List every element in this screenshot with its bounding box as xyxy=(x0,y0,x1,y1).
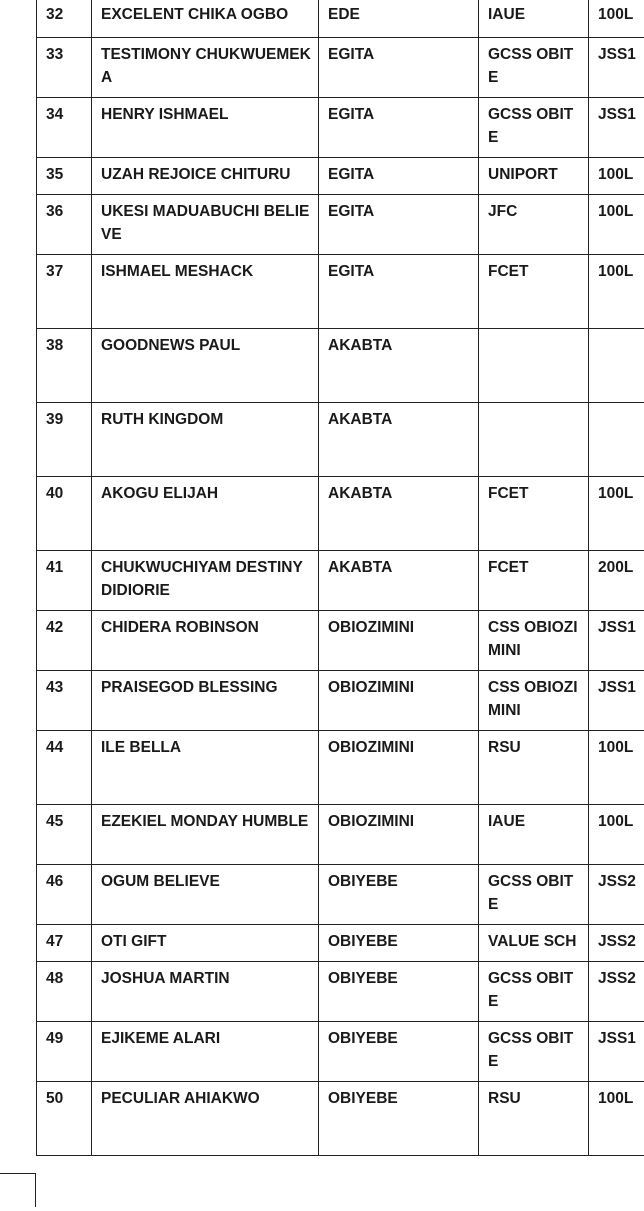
student-name-cell: PECULIAR AHIAKWO xyxy=(92,1082,319,1156)
school-cell: GCSS OBITE xyxy=(479,1022,589,1082)
serial-number-cell: 39 xyxy=(37,403,92,477)
document-page xyxy=(36,0,644,1156)
community-cell: OBIOZIMINI xyxy=(319,731,479,805)
class-level-cell: 100L xyxy=(589,0,644,38)
student-name-cell: GOODNEWS PAUL xyxy=(92,329,319,403)
community-cell: AKABTA xyxy=(319,329,479,403)
class-level-cell: 100L xyxy=(589,805,644,865)
student-name-cell: ISHMAEL MESHACK xyxy=(92,255,319,329)
serial-number-cell: 43 xyxy=(37,671,92,731)
community-cell: OBIYEBE xyxy=(319,962,479,1022)
community-cell: EGITA xyxy=(319,195,479,255)
school-cell: RSU xyxy=(479,1082,589,1156)
serial-number-cell: 37 xyxy=(37,255,92,329)
table-row xyxy=(37,1082,644,1156)
class-level-cell: 100L xyxy=(589,255,644,329)
student-name-cell: CHUKWUCHIYAM DESTINY DIDIORIE xyxy=(92,551,319,611)
table-row xyxy=(37,731,644,805)
student-name-cell: UKESI MADUABUCHI BELIEVE xyxy=(92,195,319,255)
serial-number-cell: 49 xyxy=(37,1022,92,1082)
class-level-cell xyxy=(589,403,644,477)
serial-number-cell: 41 xyxy=(37,551,92,611)
school-cell: FCET xyxy=(479,477,589,551)
table-row xyxy=(37,551,644,611)
school-cell: VALUE SCH xyxy=(479,925,589,962)
table-row xyxy=(37,477,644,551)
school-cell: GCSS OBITE xyxy=(479,962,589,1022)
school-cell: IAUE xyxy=(479,0,589,38)
serial-number-cell: 36 xyxy=(37,195,92,255)
serial-number-cell: 42 xyxy=(37,611,92,671)
table-row xyxy=(37,925,644,962)
table-row xyxy=(37,1022,644,1082)
community-cell: OBIOZIMINI xyxy=(319,611,479,671)
community-cell: EGITA xyxy=(319,38,479,98)
school-cell: RSU xyxy=(479,731,589,805)
serial-number-cell: 48 xyxy=(37,962,92,1022)
table-row xyxy=(37,671,644,731)
class-level-cell: JSS1 xyxy=(589,38,644,98)
class-level-cell: JSS1 xyxy=(589,671,644,731)
class-level-cell: JSS1 xyxy=(589,611,644,671)
school-cell: UNIPORT xyxy=(479,158,589,195)
student-name-cell: EXCELENT CHIKA OGBO xyxy=(92,0,319,38)
class-level-cell: JSS2 xyxy=(589,865,644,925)
table-row xyxy=(37,0,644,38)
school-cell: FCET xyxy=(479,255,589,329)
class-level-cell: 100L xyxy=(589,158,644,195)
class-level-cell: JSS1 xyxy=(589,1022,644,1082)
community-cell: AKABTA xyxy=(319,403,479,477)
student-name-cell: RUTH KINGDOM xyxy=(92,403,319,477)
serial-number-cell: 40 xyxy=(37,477,92,551)
beneficiary-table xyxy=(36,0,644,1156)
school-cell: CSS OBIOZIMINI xyxy=(479,671,589,731)
serial-number-cell: 34 xyxy=(37,98,92,158)
table-row xyxy=(37,805,644,865)
student-name-cell: JOSHUA MARTIN xyxy=(92,962,319,1022)
student-name-cell: EJIKEME ALARI xyxy=(92,1022,319,1082)
school-cell: GCSS OBITE xyxy=(479,98,589,158)
class-level-cell: 100L xyxy=(589,195,644,255)
community-cell: OBIYEBE xyxy=(319,925,479,962)
student-name-cell: CHIDERA ROBINSON xyxy=(92,611,319,671)
community-cell: EDE xyxy=(319,0,479,38)
class-level-cell: 100L xyxy=(589,477,644,551)
school-cell: GCSS OBITE xyxy=(479,865,589,925)
table-row xyxy=(37,962,644,1022)
school-cell xyxy=(479,329,589,403)
student-name-cell: PRAISEGOD BLESSING xyxy=(92,671,319,731)
table-row xyxy=(37,98,644,158)
student-name-cell: HENRY ISHMAEL xyxy=(92,98,319,158)
community-cell: EGITA xyxy=(319,255,479,329)
serial-number-cell: 44 xyxy=(37,731,92,805)
student-name-cell: OTI GIFT xyxy=(92,925,319,962)
table-row xyxy=(37,195,644,255)
table-row xyxy=(37,158,644,195)
student-name-cell: TESTIMONY CHUKWUEMEKA xyxy=(92,38,319,98)
table-row xyxy=(37,38,644,98)
table-row xyxy=(37,255,644,329)
table-row xyxy=(37,865,644,925)
class-level-cell: JSS2 xyxy=(589,925,644,962)
class-level-cell: 100L xyxy=(589,1082,644,1156)
serial-number-cell: 33 xyxy=(37,38,92,98)
community-cell: OBIOZIMINI xyxy=(319,671,479,731)
community-cell: AKABTA xyxy=(319,477,479,551)
school-cell: CSS OBIOZIMINI xyxy=(479,611,589,671)
table-row xyxy=(37,329,644,403)
student-name-cell: ILE BELLA xyxy=(92,731,319,805)
community-cell: EGITA xyxy=(319,98,479,158)
community-cell: OBIYEBE xyxy=(319,865,479,925)
serial-number-cell: 38 xyxy=(37,329,92,403)
serial-number-cell: 47 xyxy=(37,925,92,962)
community-cell: OBIYEBE xyxy=(319,1082,479,1156)
student-name-cell: EZEKIEL MONDAY HUMBLE xyxy=(92,805,319,865)
student-name-cell: OGUM BELIEVE xyxy=(92,865,319,925)
page-corner-mark xyxy=(0,1173,36,1207)
student-name-cell: AKOGU ELIJAH xyxy=(92,477,319,551)
school-cell: IAUE xyxy=(479,805,589,865)
serial-number-cell: 46 xyxy=(37,865,92,925)
community-cell: EGITA xyxy=(319,158,479,195)
table-body xyxy=(37,0,644,1156)
serial-number-cell: 45 xyxy=(37,805,92,865)
community-cell: OBIOZIMINI xyxy=(319,805,479,865)
community-cell: OBIYEBE xyxy=(319,1022,479,1082)
school-cell: FCET xyxy=(479,551,589,611)
class-level-cell: 200L xyxy=(589,551,644,611)
class-level-cell: JSS2 xyxy=(589,962,644,1022)
class-level-cell: 100L xyxy=(589,731,644,805)
table-row xyxy=(37,403,644,477)
serial-number-cell: 35 xyxy=(37,158,92,195)
community-cell: AKABTA xyxy=(319,551,479,611)
class-level-cell xyxy=(589,329,644,403)
table-row xyxy=(37,611,644,671)
student-name-cell: UZAH REJOICE CHITURU xyxy=(92,158,319,195)
school-cell: JFC xyxy=(479,195,589,255)
serial-number-cell: 32 xyxy=(37,0,92,38)
serial-number-cell: 50 xyxy=(37,1082,92,1156)
school-cell xyxy=(479,403,589,477)
school-cell: GCSS OBITE xyxy=(479,38,589,98)
class-level-cell: JSS1 xyxy=(589,98,644,158)
